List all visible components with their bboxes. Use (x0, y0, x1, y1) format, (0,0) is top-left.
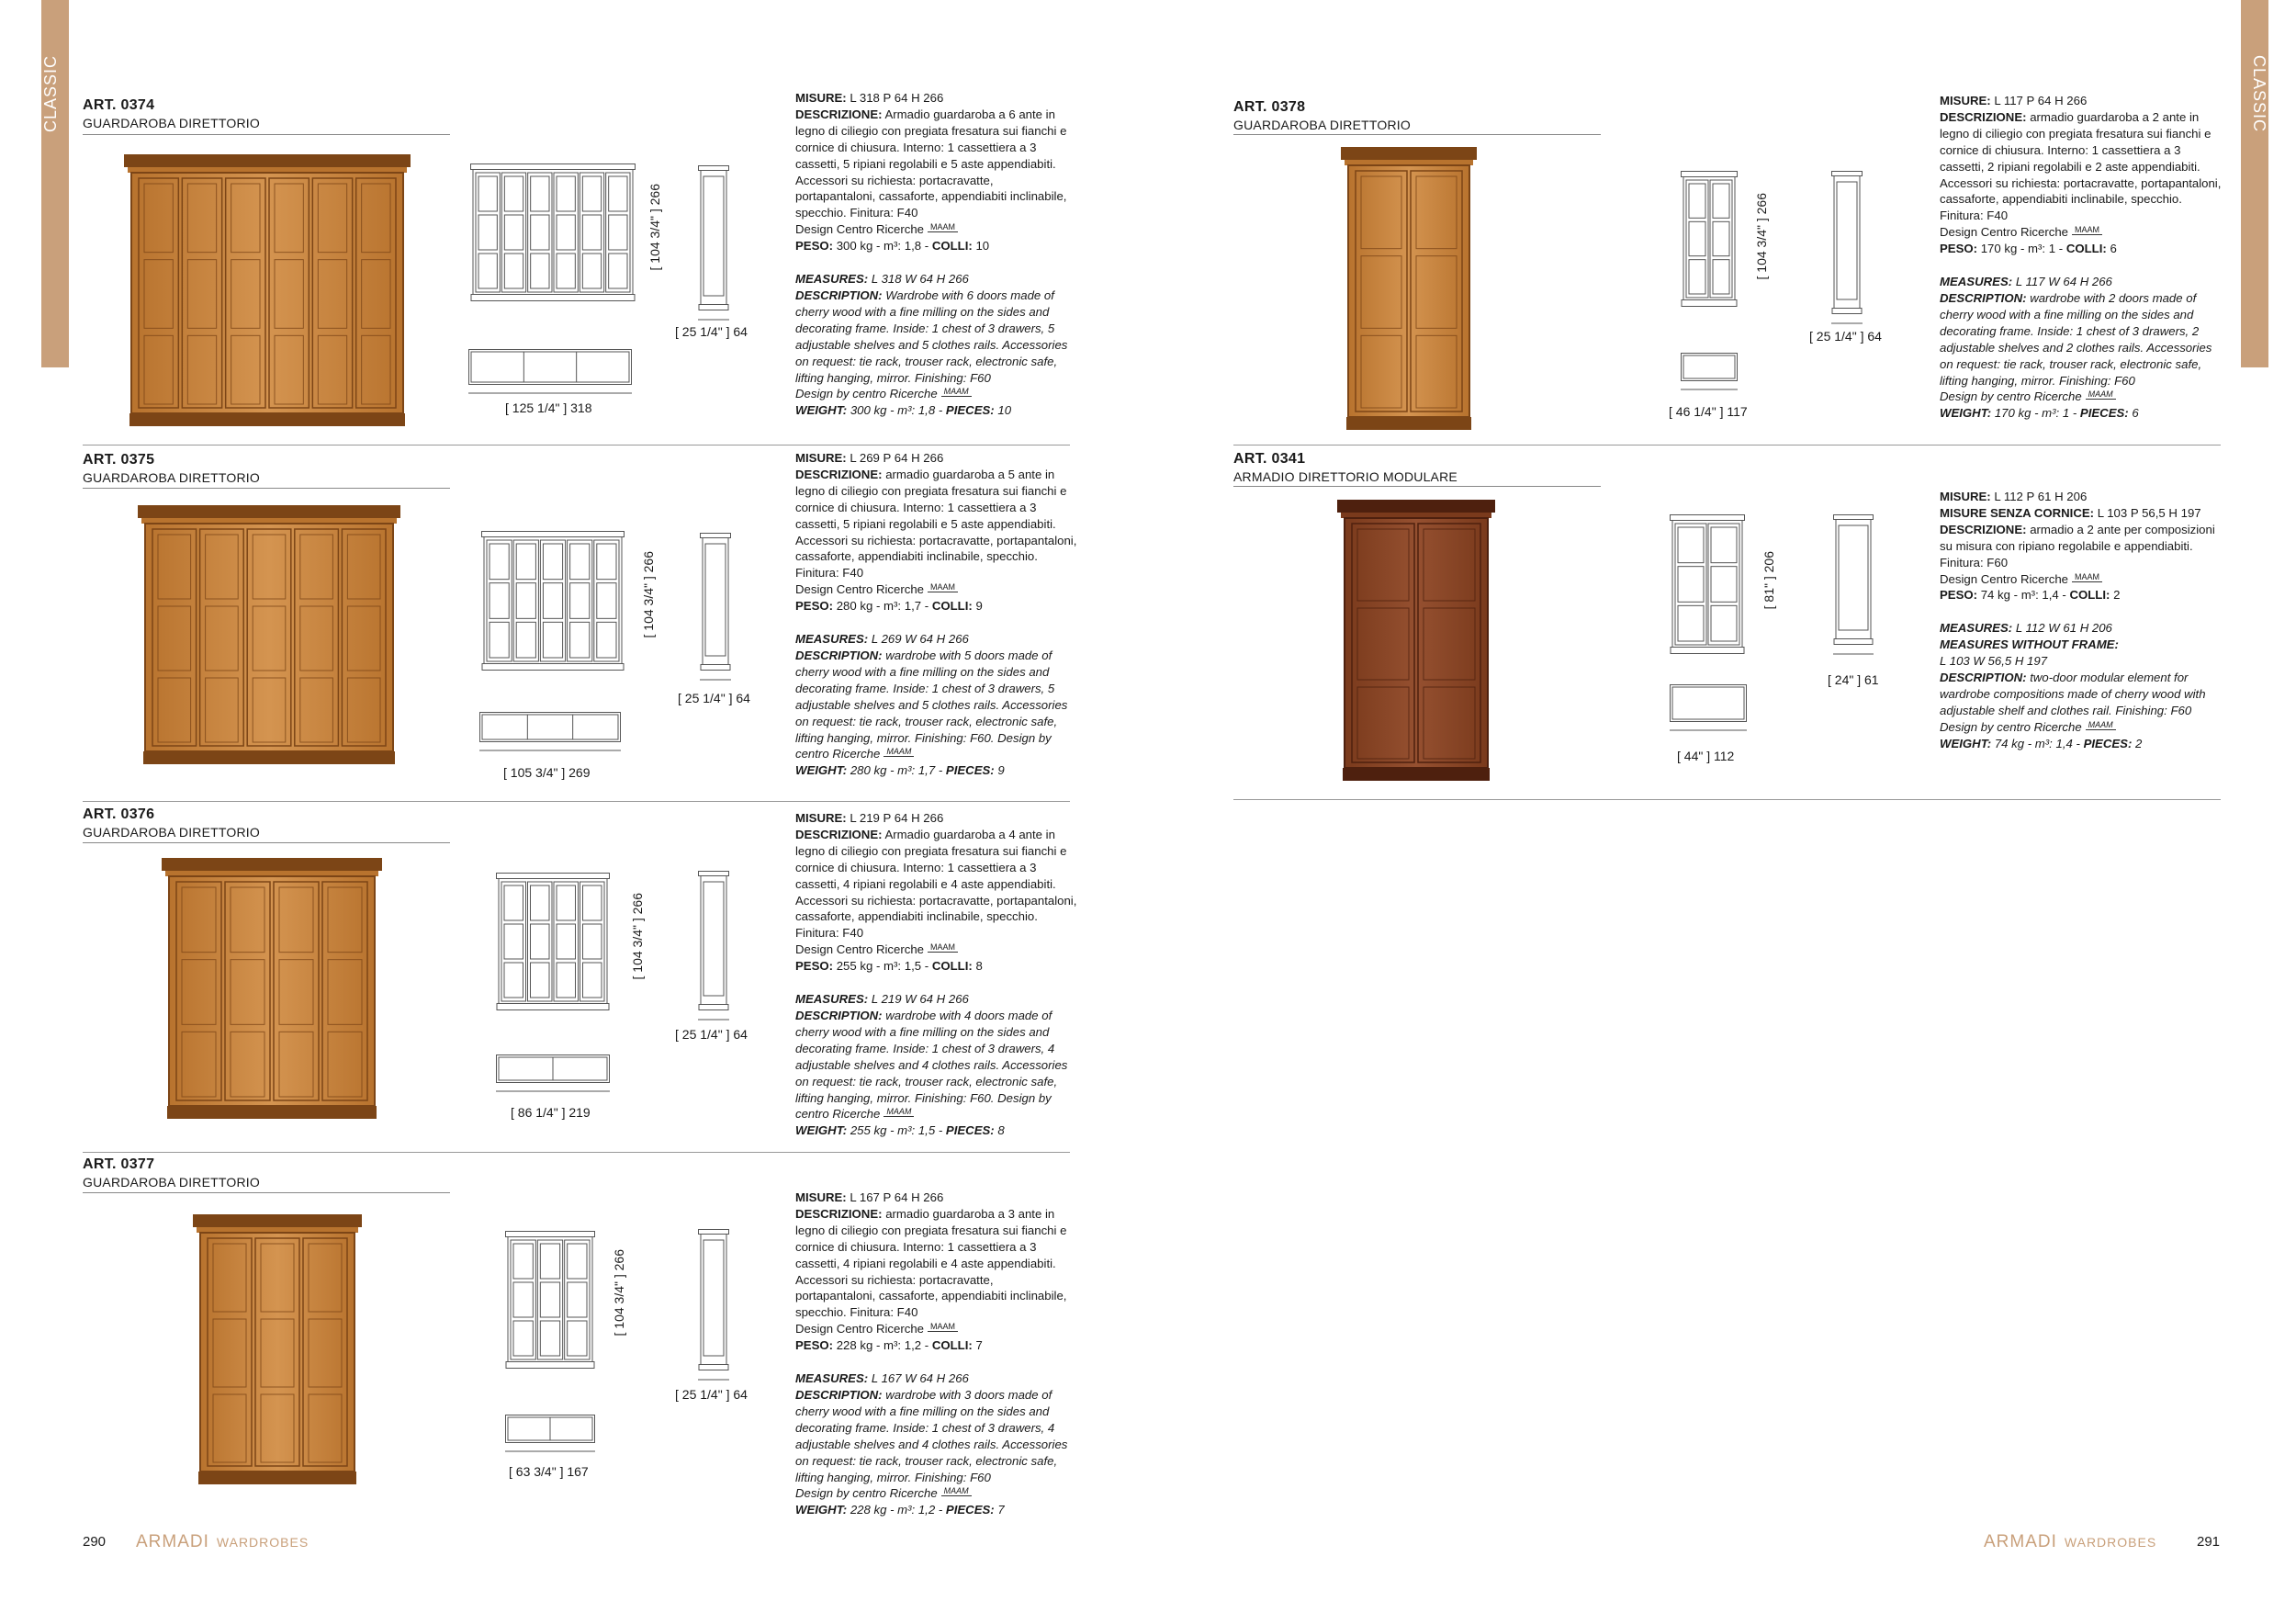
side-elevation-drawing (700, 533, 731, 682)
article-code: ART. 0374 (83, 97, 155, 113)
wardrobe-photo (138, 505, 400, 764)
width-dimension: [ 46 1/4" ] 117 (1669, 404, 1748, 419)
front-elevation-drawing (470, 164, 636, 301)
wardrobe-photo (124, 154, 411, 426)
description-block: MISURE: L 167 P 64 H 266 DESCRIZIONE: armadio guardaroba a 3 ante in legno di ciliegio con pregiata fresatura sui fianchi e cornice di chiusura. Interno: 1 cassettiera a 3 cassetti, 4 ripiani regolabili e 4 aste appendiabiti. Accessori su richiesta: portacravatte, portapantaloni, cassaforte, appendiabiti inclinabile, specchio. Finitura: F40 Design Centro Ricerche MAAM PESO: 228 kg - m³: 1,2 - COLLI: 7 MEASURES: L 167 W 64 H 266 DESCRIPTION: wardrobe with 3 doors made of cherry wood with a fine milling on the sides and decorating frame. Inside: 1 chest of 3 drawers, 4 adjustable shelves and 4 clothes rails. Accessories on request: tie rack, trouser rack, electronic safe, lifting hanging, mirror. Finishing: F60 Design by centro Ricerche MAAM WEIGHT: 228 kg - m³: 1,2 - PIECES: 7 (795, 1190, 1068, 1517)
header-rule (1233, 486, 1601, 487)
depth-dimension: [ 24" ] 61 (1828, 672, 1879, 687)
article-header (83, 806, 260, 840)
maam-logo: MAAM (928, 583, 958, 592)
depth-dimension: [ 25 1/4" ] 64 (675, 1027, 748, 1042)
header-rule (83, 134, 450, 135)
header-rule (83, 488, 450, 489)
side-elevation-drawing (1831, 171, 1863, 325)
article-header (1233, 99, 1411, 132)
front-elevation-drawing (1681, 171, 1738, 307)
article-code: ART. 0378 (1233, 99, 1306, 115)
top-plan-drawing (1670, 684, 1747, 732)
wardrobe-photo (1341, 147, 1477, 430)
maam-logo: MAAM (884, 748, 914, 757)
side-elevation-drawing (1833, 514, 1874, 656)
wardrobe-photo (193, 1214, 362, 1484)
maam-logo: MAAM (2072, 573, 2102, 582)
top-plan-drawing (496, 1054, 610, 1093)
article-code: ART. 0341 (1233, 451, 1306, 467)
depth-dimension: [ 25 1/4" ] 64 (678, 691, 750, 705)
divider (1233, 799, 2221, 800)
top-plan-drawing (468, 349, 632, 395)
article-name: GUARDAROBA DIRETTORIO (83, 1175, 260, 1190)
divider (83, 1152, 1070, 1153)
front-elevation-drawing (496, 873, 610, 1010)
description-block: MISURE: L 318 P 64 H 266 DESCRIZIONE: Armadio guardaroba a 6 ante in legno di ciliegio con pregiata fresatura sui fianchi e cornice di chiusura. Interno: 1 cassettiera a 3 cassetti, 5 ripiani regolabili e 5 aste appendiabiti. Accessori su richiesta: portacravatte, portapantaloni, cassaforte, appendiabiti inclinabile, specchio. Finitura: F40 Design Centro Ricerche MAAM PESO: 300 kg - m³: 1,8 - COLLI: 10 MEASURES: L 318 W 64 H 266 DESCRIPTION: Wardrobe with 6 doors made of cherry wood with a fine milling on the sides and decorating frame. Inside: 1 chest of 3 drawers, 5 adjustable shelves and 5 clothes rails. Accessories on request: tie rack, trouser rack, electronic safe, lifting hanging, mirror. Finishing: F60 Design by centro Ricerche MAAM WEIGHT: 300 kg - m³: 1,8 - PIECES: 10 (795, 91, 1068, 418)
section-tab-right (2241, 0, 2268, 367)
height-dimension: [ 81" ] 206 (1761, 551, 1776, 610)
article-name: GUARDAROBA DIRETTORIO (83, 825, 260, 840)
width-dimension: [ 86 1/4" ] 219 (511, 1105, 591, 1120)
maam-logo: MAAM (928, 943, 958, 953)
side-elevation-drawing (698, 165, 729, 321)
section-tab-label: CLASSIC (2250, 55, 2268, 133)
article-name: ARMADIO DIRETTORIO MODULARE (1233, 469, 1458, 484)
description-block: MISURE: L 219 P 64 H 266 DESCRIZIONE: Armadio guardaroba a 4 ante in legno di ciliegio con pregiata fresatura sui fianchi e cornice di chiusura. Interno: 1 cassettiera a 3 cassetti, 4 ripiani regolabili e 4 aste appendiabiti. Accessori su richiesta: portacravatte, portapantaloni, cassaforte, appendiabiti inclinabile, specchio. Finitura: F40 Design Centro Ricerche MAAM PESO: 255 kg - m³: 1,5 - COLLI: 8 MEASURES: L 219 W 64 H 266 DESCRIPTION: wardrobe with 4 doors made of cherry wood with a fine milling on the sides and decorating frame. Inside: 1 chest of 3 drawers, 4 adjustable shelves and 4 clothes rails. Accessories on request: tie rack, trouser rack, electronic safe, lifting hanging, mirror. Finishing: F60. Design by centro Ricerche MAAM WEIGHT: 255 kg - m³: 1,5 - PIECES: 8 (795, 811, 1077, 1138)
header-rule (1233, 134, 1601, 135)
depth-dimension: [ 25 1/4" ] 64 (675, 324, 748, 339)
article-name: GUARDAROBA DIRETTORIO (83, 116, 260, 130)
page-number-left: 290 (83, 1534, 107, 1550)
article-header (1233, 451, 1458, 484)
article-name: GUARDAROBA DIRETTORIO (1233, 118, 1411, 132)
maam-logo: MAAM (928, 1323, 958, 1332)
width-dimension: [ 44" ] 112 (1677, 749, 1735, 763)
width-dimension: [ 125 1/4" ] 318 (505, 400, 592, 415)
height-dimension: [ 104 3/4" ] 266 (630, 893, 645, 980)
depth-dimension: [ 25 1/4" ] 64 (1809, 329, 1882, 344)
depth-dimension: [ 25 1/4" ] 64 (675, 1387, 748, 1402)
article-header (83, 1156, 260, 1190)
section-tab-left (41, 0, 69, 367)
wardrobe-photo (1337, 500, 1495, 781)
article-code: ART. 0376 (83, 806, 155, 822)
divider (83, 801, 1070, 802)
page-number-right: 291 (2197, 1534, 2221, 1550)
height-dimension: [ 104 3/4" ] 266 (612, 1249, 626, 1336)
top-plan-drawing (479, 712, 621, 752)
top-plan-drawing (1681, 353, 1738, 391)
maam-logo: MAAM (2086, 390, 2116, 400)
maam-logo: MAAM (2072, 226, 2102, 235)
description-block: MISURE: L 269 P 64 H 266 DESCRIZIONE: armadio guardaroba a 5 ante in legno di ciliegio con pregiata fresatura sui fianchi e cornice di chiusura. Interno: 1 cassettiera a 3 cassetti, 5 ripiani regolabili e 5 aste appendiabiti. Accessori su richiesta: portacravatte, portapantaloni, cassaforte, appendiabiti inclinabile, specchio. Finitura: F40 Design Centro Ricerche MAAM PESO: 280 kg - m³: 1,7 - COLLI: 9 MEASURES: L 269 W 64 H 266 DESCRIPTION: wardrobe with 5 doors made of cherry wood with a fine milling on the sides and decorating frame. Inside: 1 chest of 3 drawers, 5 adjustable shelves and 5 clothes rails. Accessories on request: tie rack, trouser rack, electronic safe, lifting hanging, mirror. Finishing: F60. Design by centro Ricerche MAAM WEIGHT: 280 kg - m³: 1,7 - PIECES: 9 (795, 451, 1077, 778)
maam-logo: MAAM (941, 1487, 972, 1496)
article-header (83, 452, 260, 485)
width-dimension: [ 63 3/4" ] 167 (509, 1464, 589, 1479)
height-dimension: [ 104 3/4" ] 266 (647, 184, 662, 271)
maam-logo: MAAM (928, 223, 958, 232)
article-code: ART. 0377 (83, 1156, 155, 1172)
wardrobe-photo (162, 858, 382, 1119)
width-dimension: [ 105 3/4" ] 269 (503, 765, 591, 780)
maam-logo: MAAM (941, 388, 972, 397)
front-elevation-drawing (505, 1231, 595, 1369)
front-elevation-drawing (1670, 514, 1745, 654)
description-block: MISURE: L 117 P 64 H 266 DESCRIZIONE: armadio guardaroba a 2 ante in legno di ciliegio con pregiata fresatura sui fianchi e cornice di chiusura. Interno: 1 cassettiera a 3 cassetti, 2 ripiani regolabili e 2 aste appendiabiti. Accessori su richiesta: portacravatte, portapantaloni, cassaforte, appendiabiti inclinabile, specchio. Finitura: F40 Design Centro Ricerche MAAM PESO: 170 kg - m³: 1 - COLLI: 6 MEASURES: L 117 W 64 H 266 DESCRIPTION: wardrobe with 2 doors made of cherry wood with a fine milling on the sides and decorating frame. Inside: 1 chest of 3 drawers, 2 adjustable shelves and 2 clothes rails. Accessories on request: tie rack, trouser rack, electronic safe, lifting hanging, mirror. Finishing: F60 Design by centro Ricerche MAAM WEIGHT: 170 kg - m³: 1 - PIECES: 6 (1940, 94, 2222, 421)
header-rule (83, 842, 450, 843)
side-elevation-drawing (698, 1229, 729, 1382)
top-plan-drawing (505, 1415, 595, 1453)
article-code: ART. 0375 (83, 452, 155, 468)
height-dimension: [ 104 3/4" ] 266 (641, 551, 656, 638)
front-elevation-drawing (481, 531, 625, 671)
article-header (83, 97, 260, 130)
footer-section-right: ARMADI WARDROBES (1984, 1532, 2157, 1551)
maam-logo: MAAM (2086, 721, 2116, 730)
footer-section-left: ARMADI WARDROBES (136, 1532, 310, 1551)
side-elevation-drawing (698, 871, 729, 1021)
maam-logo: MAAM (884, 1108, 914, 1117)
section-tab-label: CLASSIC (41, 55, 60, 133)
article-name: GUARDAROBA DIRETTORIO (83, 470, 260, 485)
header-rule (83, 1192, 450, 1193)
description-block: MISURE: L 112 P 61 H 206 MISURE SENZA CORNICE: L 103 P 56,5 H 197 DESCRIZIONE: armadio a 2 ante per composizioni su misura con ripiano regolabile e appendiabiti. Finitura: F60 Design Centro Ricerche MAAM PESO: 74 kg - m³: 1,4 - COLLI: 2 MEASURES: L 112 W 61 H 206 MEASURES WITHOUT FRAME: L 103 W 56,5 H 197 DESCRIPTION: two-door modular element for wardrobe compositions made of cherry wood with adjustable shelf and clothes rail. Finishing: F60 Design by centro Ricerche MAAM WEIGHT: 74 kg - m³: 1,4 - PIECES: 2 (1940, 490, 2215, 750)
height-dimension: [ 104 3/4" ] 266 (1754, 193, 1769, 280)
